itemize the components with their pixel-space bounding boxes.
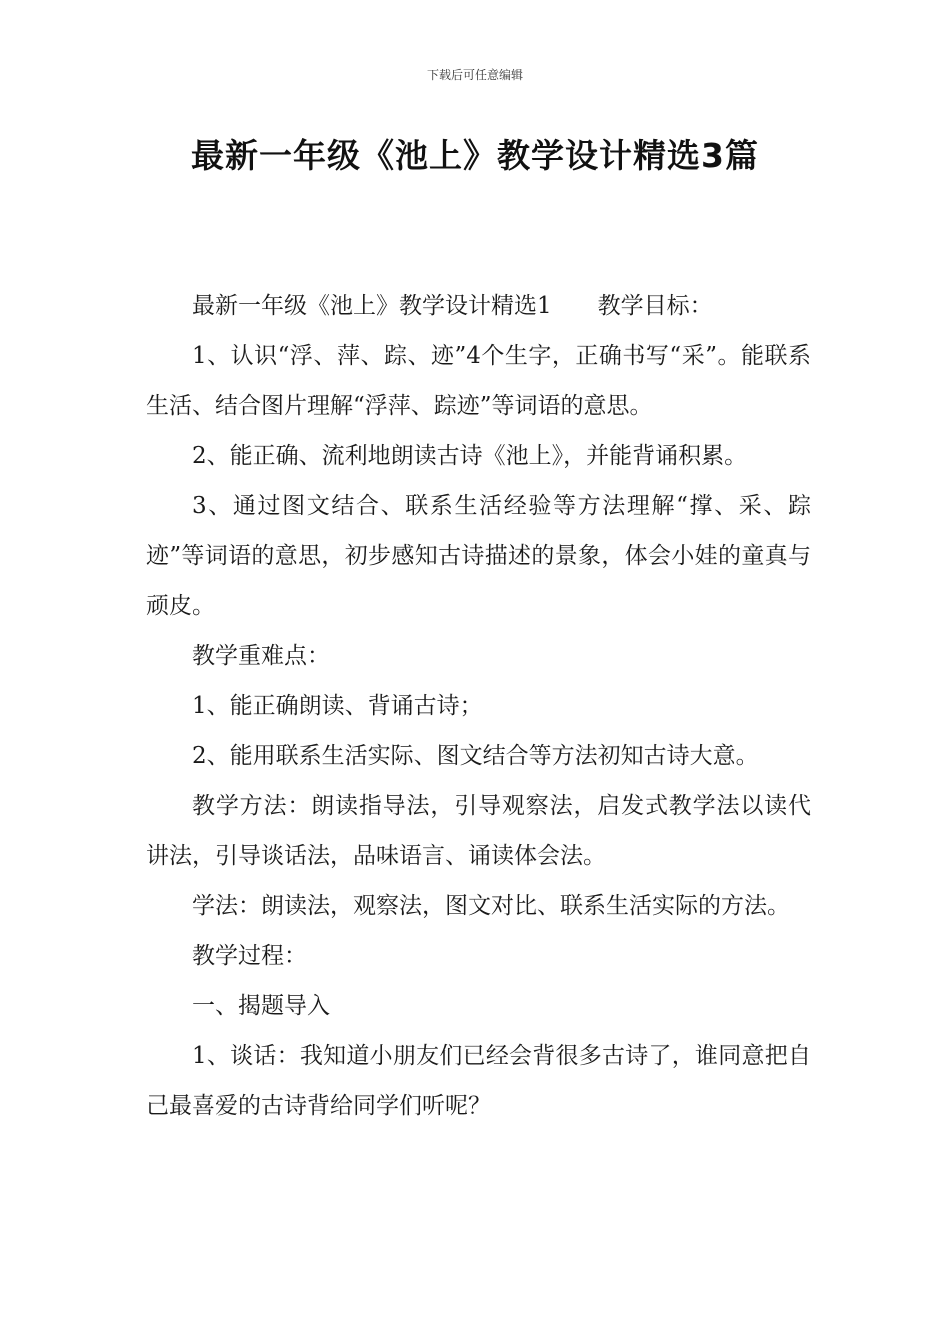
paragraph: 教学过程： [192, 943, 307, 969]
paragraph: 1、谈话：我知道小朋友们已经会背很多古诗了，谁同意把自己最喜爱的古诗背给同学们听呢？ [146, 1043, 811, 1119]
paragraph: 教学重难点： [192, 643, 330, 669]
paragraph: 2、能用联系生活实际、图文结合等方法初知古诗大意。 [192, 743, 759, 769]
document-title: 最新一年级《池上》教学设计精选3篇 [191, 136, 759, 175]
paragraph: 3、通过图文结合、联系生活经验等方法理解“撑、采、踪迹”等词语的意思，初步感知古诗描述的景象，体会小娃的童真与顽皮。 [146, 493, 811, 619]
objectives-label: 教学目标： [597, 293, 713, 319]
paragraph: 2、能正确、流利地朗读古诗《池上》，并能背诵积累。 [192, 443, 748, 469]
paragraph: 学法：朗读法，观察法，图文对比、联系生活实际的方法。 [192, 893, 790, 919]
page-header-note: 下载后可任意编辑 [426, 68, 523, 82]
document-body [146, 281, 811, 1131]
section-heading: 最新一年级《池上》教学设计精选1 [192, 293, 552, 319]
paragraph: 1、能正确朗读、背诵古诗； [192, 693, 483, 719]
paragraph: 一、揭题导入 [192, 993, 330, 1019]
paragraph: 1、认识“浮、萍、踪、迹”4个生字，正确书写“采”。能联系生活、结合图片理解“浮萍、踪迹”等词语的意思。 [146, 343, 811, 419]
paragraph: 教学方法：朗读指导法，引导观察法，启发式教学法以读代讲法，引导谈话法，品味语言、诵读体会法。 [146, 793, 811, 869]
intro-paragraph [146, 281, 811, 331]
